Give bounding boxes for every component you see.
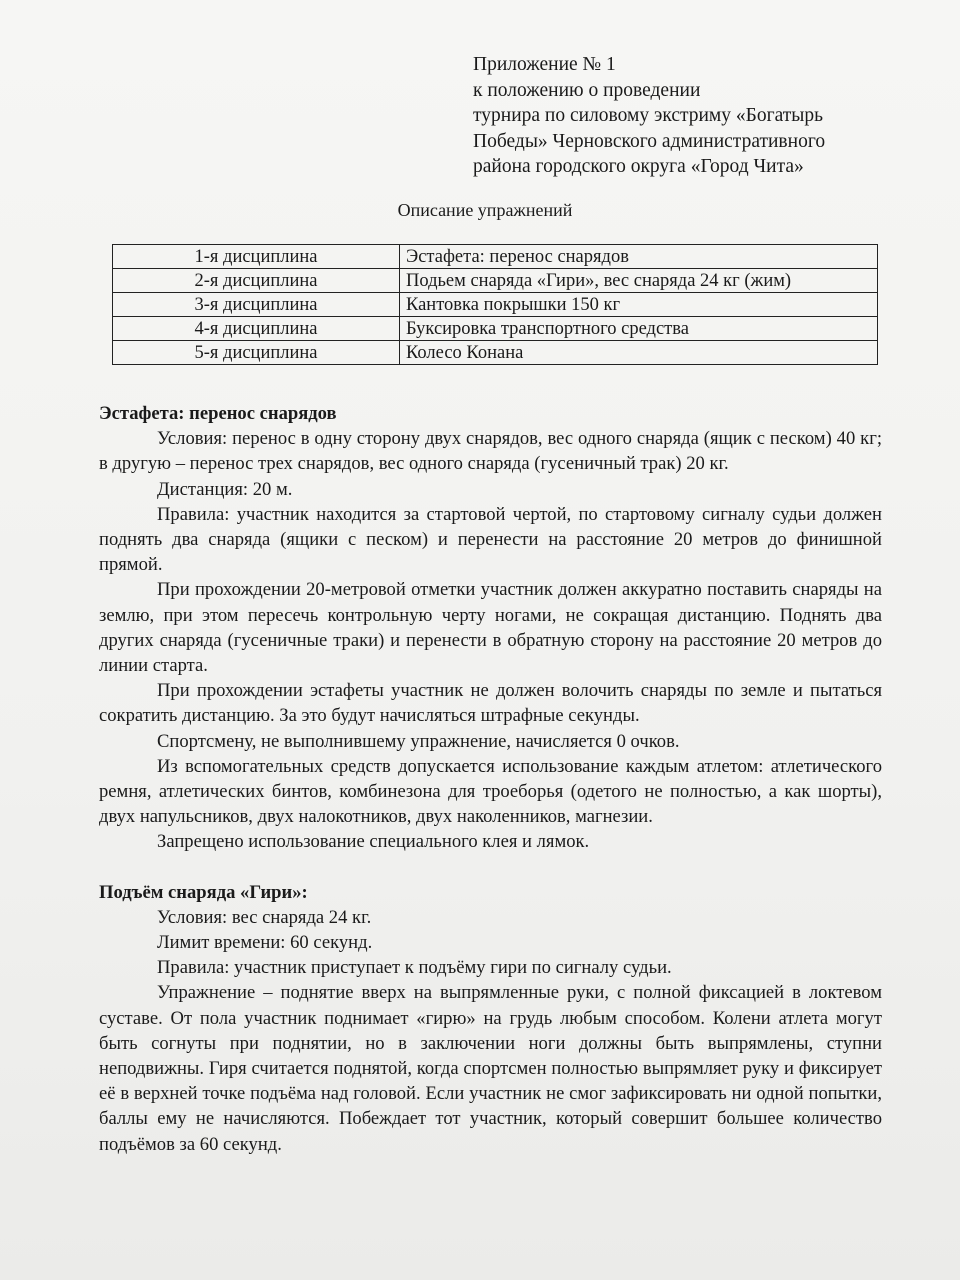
paragraph: Лимит времени: 60 секунд. [157,932,373,954]
paragraph: При прохождении 20-метровой отметки участник должен аккуратно поставить снаряды на землю, при этом пересечь контрольную черту ногами, не сокращая дистанцию. Поднять два других снаряда (гусеничные траки) и перенести в обратную сторону на расстояние 20 метров до линии старта. [99,579,882,677]
section-heading-kettlebell: Подъём снаряда «Гири»: [99,881,308,903]
discipline-number: 5-я дисциплина [113,341,400,365]
discipline-name: Эстафета: перенос снарядов [400,245,878,269]
table-row [113,317,878,341]
document-title: Описание упражнений [397,200,573,220]
discipline-name: Буксировка транспортного средства [400,317,878,341]
appendix-line: Победы» Черновского административного [473,130,826,152]
discipline-name: Кантовка покрышки 150 кг [400,293,878,317]
paragraph: Условия: вес снаряда 24 кг. [157,906,372,928]
paragraph: Правила: участник находится за стартовой чертой, по стартовому сигналу судьи должен поднять два снаряда (ящики с песком) и перенести на расстояние 20 метров до финишной прямой. [99,503,882,576]
discipline-number: 3-я дисциплина [113,293,400,317]
section-spacer [99,855,882,880]
paragraph: Спортсмену, не выполнившему упражнение, начисляется 0 очков. [157,730,680,752]
paragraph: Запрещено использование специального клея и лямок. [157,831,590,853]
table-row [113,245,878,269]
paragraph: При прохождении эстафеты участник не должен волочить снаряды по земле и пытаться сократить дистанцию. За это будут начисляться штрафные секунды. [99,680,882,727]
discipline-name: Колесо Конана [400,341,878,365]
paragraph: Условия: перенос в одну сторону двух снарядов, вес одного снаряда (ящик с песком) 40 кг; в другую – перенос трех снарядов, вес одного снаряда (гусеничный трак) 20 кг. [99,428,882,475]
table-row [113,269,878,293]
appendix-line: турнира по силовому экстриму «Богатырь [473,105,824,126]
appendix-line: района городского округа «Город Чита» [473,156,804,177]
paragraph: Из вспомогательных средств допускается использование каждым атлетом: атлетического ремня, атлетических бинтов, комбинезона для троеборья (одетого не полностью, а как шорты), двух напульсников, двух налокотников, двух наколенников, магнезии. [99,755,882,828]
appendix-header [473,52,913,180]
discipline-name: Подьем снаряда «Гири», вес снаряда 24 кг (жим) [400,269,878,293]
discipline-number: 4-я дисциплина [113,317,400,341]
table-row [113,293,878,317]
appendix-line: к положению о проведении [473,79,701,101]
paragraph: Упражнение – поднятие вверх на выпрямленные руки, с полной фиксацией в локтевом суставе. От пола участник поднимает «гирю» на грудь любым способом. Колени атлета могут быть согнуты при поднятии, но в заключении ноги должны быть выпрямлены, ступни неподвижны. Гиря считается поднятой, когда спортсмен полностью выпрямляет руку и фиксирует её в верхней точке подъёма над головой. Если участник не смог зафиксировать ни одной попытки, баллы ему не начисляются. Побеждает тот участник, который совершит большее количество подъёмов за 60 секунд. [99,982,882,1155]
disciplines-table [112,244,878,365]
discipline-number: 1-я дисциплина [113,245,400,269]
document-body [99,401,882,1157]
paragraph: Дистанция: 20 м. [157,478,293,500]
table-row [113,341,878,365]
appendix-line: Приложение № 1 [473,54,616,75]
section-heading-relay: Эстафета: перенос снарядов [99,403,337,424]
discipline-number: 2-я дисциплина [113,269,400,293]
paragraph: Правила: участник приступает к подъёму гири по сигналу судьи. [157,957,672,979]
